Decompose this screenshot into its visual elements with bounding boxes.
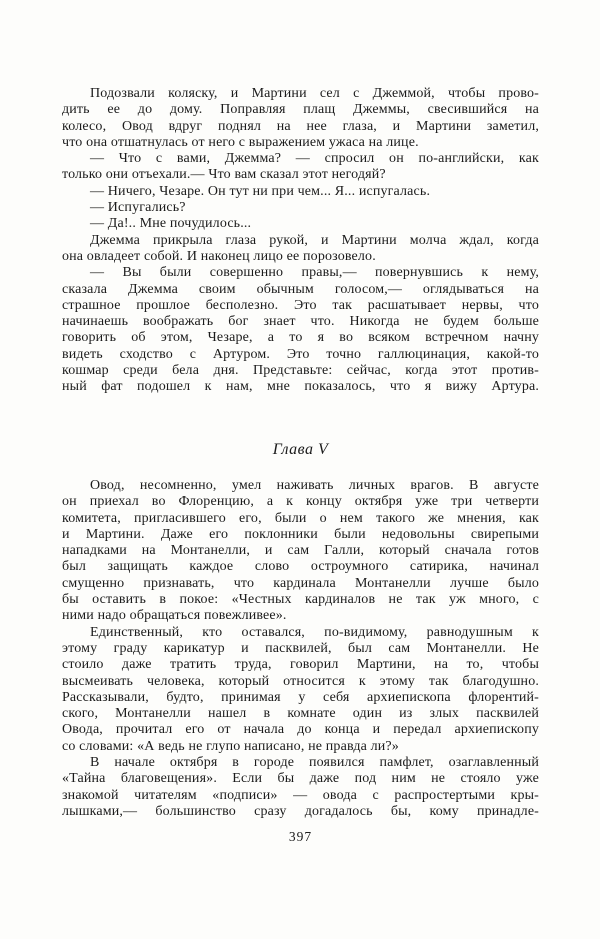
text-line: Рассказывали, будто, принимая у себя архиепископа флорентий- — [62, 689, 539, 705]
text-line: начинаешь воображать бог знает что. Никогда не будем больше — [62, 314, 539, 330]
text-line: лышками,— большинство сразу догадалось бы, кому принадле- — [62, 803, 539, 819]
text-line: знакомой читателям «подписи» — овода с распростертыми кры- — [62, 787, 539, 803]
text-line: комитета, пригласившего его, были о нем такого же мнения, как — [62, 510, 539, 526]
text-line: смущенно признавать, что кардинала Монтанелли лучше было — [62, 575, 539, 591]
text-line: В начале октября в городе появился памфлет, озаглавленный — [90, 755, 539, 771]
text-line: нападками на Монтанелли, и сам Галли, который сначала готов — [62, 543, 539, 559]
text-line: Джемма прикрыла глаза рукой, и Мартини молча ждал, когда — [90, 232, 539, 248]
text-line: и Мартини. Даже его поклонники были недовольны свирепыми — [62, 526, 539, 542]
text-line: со словами: «А ведь не глупо написано, не правда ли?» — [62, 738, 399, 754]
text-line: ный фат подошел к нам, мне показалось, что я вижу Артура. — [62, 379, 539, 395]
text-line: высмеивать человека, который относится к этому так благодушно. — [62, 673, 539, 689]
text-line: этому граду карикатур и пасквилей, был сам Монтанелли. Не — [62, 640, 539, 656]
text-line: дить ее до дому. Поправляя плащ Джеммы, свесившийся на — [62, 102, 539, 118]
text-line: говорить об этом, Чезаре, а то я во всяком встречном начну — [62, 330, 539, 346]
text-line: колесо, Овод вдруг поднял на нее глаза, и Мартини заметил, — [62, 118, 539, 134]
text-line: кошмар среди бела дня. Представьте: сейчас, когда этот против- — [62, 363, 539, 379]
text-line: сказала Джемма своим обычным голосом,— оглядываться на — [62, 281, 539, 297]
text-line: — Испугались? — [90, 200, 186, 216]
text-line: Овода, прочитал его от начала до конца и передал архиепископу — [62, 722, 539, 738]
text-line: только они отъехали.— Что вам сказал этот негодяй? — [62, 167, 386, 183]
text-line: был защищать каждое слово остроумного сатирика, начинал — [62, 559, 539, 575]
text-line: Овод, несомненно, умел наживать личных врагов. В августе — [90, 478, 539, 493]
page-number: 397 — [288, 829, 313, 844]
text-line: — Да!.. Мне почудилось... — [90, 216, 252, 232]
text-line: страшное прошлое бесполезно. Это так расшатывает нервы, что — [62, 297, 539, 313]
text-line: что она отшатнулась от него с выражением ужаса на лице. — [62, 134, 419, 150]
text-line: она овладеет собой. И наконец лицо ее порозовело. — [62, 248, 376, 264]
text-line: Подозвали коляску, и Мартини сел с Джеммой, чтобы прово- — [90, 86, 539, 101]
text-line: — Что с вами, Джемма? — спросил он по-английски, как — [90, 151, 539, 167]
text-line: бы оставить в покое: «Честных кардиналов не так уж много, с — [62, 592, 539, 608]
text-line: ними надо обращаться повежливее». — [62, 608, 287, 624]
text-line: он приехал во Флоренцию, а к концу октября уже три четверти — [62, 494, 539, 510]
text-line: «Тайна благовещения». Если бы даже под ним не стояло уже — [62, 771, 539, 787]
text-line: — Ничего, Чезаре. Он тут ни при чем... Я... испугалась. — [90, 183, 431, 199]
text-line: ского, Монтанелли нашел в комнате один из злых пасквилей — [62, 706, 539, 722]
text-line: видеть сходство с Артуром. Это точно галлюцинация, какой-то — [62, 346, 539, 362]
text-section-bottom — [62, 478, 539, 820]
chapter-heading: Глава V — [272, 441, 329, 458]
text-line: стоило даже тратить труда, говорил Мартини, на то, чтобы — [62, 657, 539, 673]
text-line: Единственный, кто оставался, по-видимому, равнодушным к — [90, 624, 539, 640]
text-section-top — [62, 86, 539, 396]
text-line: — Вы были совершенно правы,— повернувшись к нему, — [90, 265, 539, 281]
